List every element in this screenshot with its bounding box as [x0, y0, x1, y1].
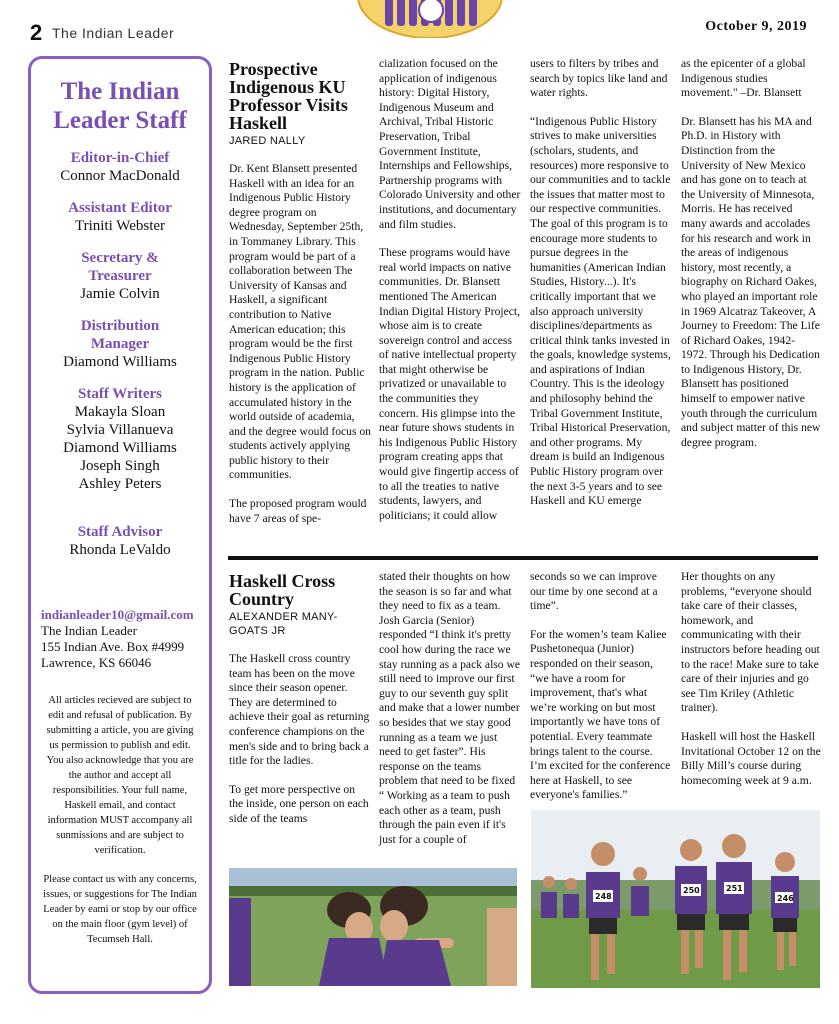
staff-name: Sylvia Villanueva	[66, 422, 174, 438]
article2-paragraph: To get more perspective on the inside, one person on each side of the teams	[229, 782, 369, 825]
contact-line: Lawrence, KS 66046	[41, 655, 152, 670]
article2-paragraph: stated their thoughts on how the season is so far and what they need to fix as a team. Josh Garcia (Senior) responded “I think it's pretty cool how during the race we stay running as a pack also we still need to improve our first guy to our seventh guy split and make that a lower number so besides that we stay good running as a team we just need to get faster”. His response on the teams problem that need to be fixed “ Working as a team to push each other as a team, push through the pain even if it's just for a couple of	[379, 570, 521, 846]
contact-line: 155 Indian Ave. Box #4999	[41, 639, 185, 654]
article2-column-4	[681, 570, 821, 788]
article1-paragraph: cialization focused on the application of indigenous history: Digital History, Indigenous Museum and Archival, Tribal Historic Preservation, Tribal Government Institute, Internships and Fellowships, Partnership programs with Colorado University and other institutions, and documentary and film studies.	[379, 57, 521, 231]
article1-byline: JARED NALLY	[229, 135, 306, 147]
article2-headline: Haskell Cross Country	[229, 571, 336, 609]
article1-paragraph: These programs would have real world impacts on native communities. Dr. Blansett mentioned The American Indian Digital History Project, whose aim is to create sovereign control and access of native intellectual property that might otherwise be privatized or unavailable to the communities they concern. His glimpse into the near future shows students in his Indigenous Public History program creating apps that would give fingertip access of to all the treaties to native students, lawyers, and politicians; it could allow	[379, 246, 521, 522]
role-title: Staff Writers	[77, 386, 162, 402]
contact-email-link[interactable]: indianleader10@gmail.com	[41, 607, 194, 622]
article1-column-1	[229, 60, 371, 526]
article2-column-2	[379, 570, 521, 847]
contact-note-text: Please contact us with any concerns, issues, or suggestions for The Indian Leader by eami or stop by our office on the main floor (gym level) of Tecumseh Hall.	[43, 874, 197, 945]
role-title: Editor-in-Chief	[70, 150, 170, 166]
article1-column-4	[681, 57, 821, 450]
article1-paragraph: The proposed program would have 7 areas of spe-	[229, 497, 367, 525]
role-staff-writers	[31, 385, 209, 493]
contact-block	[31, 607, 209, 671]
staff-name: Jamie Colvin	[80, 286, 160, 302]
article2-paragraph: seconds so we can improve our time by one second at a time”.	[530, 570, 658, 613]
role-title: Secretary & Treasurer	[81, 250, 159, 284]
bib-number: 250	[683, 886, 700, 895]
article1-column-2	[379, 57, 521, 523]
disclaimer-text: All articles recieved are subject to edit and refusal of publication. By submitting a article, you are giving us permission to publish and edit. You also acknowledge that you are the author and accept all responsibilities. Your full name, Haskell email, and contact information MUST accompany all sunmissions and are subject to verification.	[46, 695, 194, 856]
staff-name: Diamond Williams	[63, 354, 177, 370]
role-staff-advisor	[31, 523, 209, 559]
bib-number: 246	[777, 894, 794, 903]
staff-box	[28, 56, 212, 994]
issue-date: October 9, 2019	[705, 19, 807, 34]
role-secretary-treasurer	[31, 249, 209, 303]
staff-name: Makayla Sloan	[74, 404, 166, 420]
role-title: Assistant Editor	[68, 200, 172, 216]
article1-paragraph: Dr. Blansett has his MA and Ph.D. in History with Distinction from the University of New Mexico and has gone on to teach at the University of Minnesota, Morris. He has received many awards and accolades for his research and work in the areas of indigenous history, most recently, a biography on Richard Oakes, who played an important role in 1969 Alcatraz Takeover, A Journey to Freedom: The Life of Richard Oakes, 1942-1972. Through his Dedication to Indigenous History, Dr. Blansett has positioned himself to empower native youth through the curriculum and subject matter of this new degree program.	[681, 114, 821, 449]
article2-paragraph: The Haskell cross country team has been on the move since their season opener. They are determined to achieve their goal as returning conference champions on the men's side and to bring back a title for the ladies.	[229, 652, 370, 768]
mens-team-photo	[531, 810, 820, 988]
article1-column-3	[530, 57, 672, 509]
role-title: Staff Advisor	[77, 524, 163, 540]
role-title: Distribution Manager	[80, 318, 160, 352]
masthead-logo-icon	[345, 0, 515, 38]
fineprint	[43, 693, 197, 947]
role-assistant-editor	[31, 199, 209, 235]
contact-line: The Indian Leader	[41, 623, 138, 638]
staff-name: Diamond Williams	[63, 440, 177, 456]
article2-column-3	[530, 570, 672, 803]
paper-name: The Indian Leader	[52, 25, 175, 41]
page-number: 2	[30, 20, 43, 45]
womens-team-photo	[229, 868, 517, 986]
staff-title: The Indian Leader Staff	[53, 78, 187, 134]
staff-name: Connor MacDonald	[60, 168, 180, 184]
article1-paragraph: as the epicenter of a global Indigenous studies movement." –Dr. Blansett	[681, 57, 806, 100]
article1-paragraph: Dr. Kent Blansett presented Haskell with an idea for an Indigenous Public History degree program on Wednesday, September 25th, in Tommaney Library. This program would be part of a collaboration between The University of Kansas and Haskell, a significant contribution to Native American education; this program would be the first Indigenous Public History program in the nation. Public history is the application of accumulated history in the world outside of academia, and the degree would focus on students actively applying public history to their communities.	[229, 162, 371, 482]
article2-column-1	[229, 572, 371, 827]
article1-paragraph: “Indigenous Public History strives to make universities (scholars, students, and resources) more responsive to our communities and to tackle the issues that matter most to our respective communities. The goal of this program is to encourage more students to pursue degrees in the humanities (American Indian Studies, History...). It's critically important that we also approach university disciplines/departments as critical think tanks invested in the goals, knowledge systems, and aspirations of Indian Country. This is the ideology and philosophy behind the Tribal Government Institute, Tribal Historical Preservation, and other programs. My dream is build an Indigenous Public History program over the next 3-5 years and to see Haskell and KU emerge	[530, 114, 671, 508]
article2-paragraph: For the women’s team Kaliee Pushetonequa (Junior) responded on their season, “we have a room for improvement, that's what we’re working on but most importantly we have tons of potential. Every teammate brings talent to the course. I’m excited for the conference here at Haskell, to see everyone's families.”	[530, 627, 671, 802]
article1-headline: Prospective Indigenous KU Professor Visits Haskell	[229, 59, 348, 133]
staff-name: Rhonda LeValdo	[69, 542, 171, 558]
article2-paragraph: Haskell will host the Haskell Invitational October 12 on the Billy Mill’s course during homecoming week at 9 a.m.	[681, 729, 821, 787]
staff-name: Joseph Singh	[80, 458, 160, 474]
article1-paragraph: users to filters by tribes and search by topics like land and water rights.	[530, 57, 668, 100]
role-distribution-manager	[31, 317, 209, 371]
bib-number: 251	[726, 884, 743, 893]
article2-paragraph: Her thoughts on any problems, “everyone should take care of their classes, homework, and communicating with their instructors before heading out to the race! Make sure to take care of their injuries and go see Tim Kriley (Athletic trainer).	[681, 570, 820, 715]
staff-name: Triniti Webster	[74, 218, 166, 234]
section-divider	[228, 556, 818, 560]
bib-number: 248	[595, 892, 612, 901]
article2-byline: ALEXANDER MANY-GOATS JR	[229, 611, 338, 637]
staff-name: Ashley Peters	[78, 476, 162, 492]
role-editor-in-chief	[31, 149, 209, 185]
